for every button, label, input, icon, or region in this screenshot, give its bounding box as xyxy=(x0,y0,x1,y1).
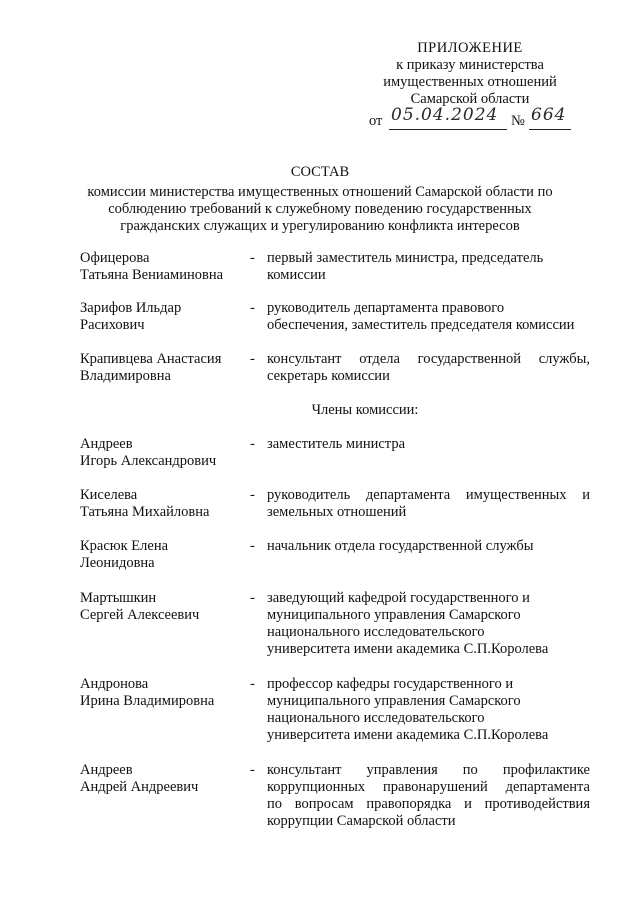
composition-heading: СОСТАВ xyxy=(290,164,350,180)
order-date-number-line xyxy=(369,105,584,131)
member-row xyxy=(80,487,590,521)
date-underline xyxy=(389,129,507,130)
dash-separator: - xyxy=(250,538,255,554)
appendix-line: Самарской области xyxy=(410,91,530,107)
leadership-row xyxy=(80,351,590,385)
member-name: Красюк Елена Леонидовна xyxy=(80,538,169,571)
member-row xyxy=(80,538,590,572)
members-heading: Члены комиссии: xyxy=(311,402,419,418)
composition-subtitle-line: комиссии министерства имущественных отношений Самарской области по xyxy=(87,184,553,200)
member-role: консультант отдела государственной службы, секретарь комиссии xyxy=(267,351,590,384)
number-underline xyxy=(529,129,571,130)
member-name: Андронова Ирина Владимировна xyxy=(80,676,215,709)
member-row xyxy=(80,676,590,744)
member-name: Андреев Андрей Андреевич xyxy=(80,762,199,795)
member-name: Крапивцева Анастасия Владимировна xyxy=(80,351,222,384)
handwritten-number: 664 xyxy=(531,105,567,125)
member-role: руководитель департамента правового обеспечения, заместитель председателя комиссии xyxy=(267,300,575,333)
number-label: № xyxy=(511,113,525,129)
dash-separator: - xyxy=(250,436,255,452)
member-name: Зарифов Ильдар Расихович xyxy=(80,300,182,333)
dash-separator: - xyxy=(250,676,255,692)
member-role: руководитель департамента имущественных и земельных отношений xyxy=(267,487,590,520)
member-row xyxy=(80,436,590,470)
appendix-title: ПРИЛОЖЕНИЕ xyxy=(417,40,523,56)
member-role: заместитель министра xyxy=(267,436,406,452)
leadership-row xyxy=(80,300,590,334)
member-name: Офицерова Татьяна Вениаминовна xyxy=(80,250,224,283)
dash-separator: - xyxy=(250,590,255,606)
member-name: Мартышкин Сергей Алексеевич xyxy=(80,590,200,623)
dash-separator: - xyxy=(250,762,255,778)
member-role: начальник отдела государственной службы xyxy=(267,538,534,554)
dash-separator: - xyxy=(250,250,255,266)
member-name: Киселева Татьяна Михайловна xyxy=(80,487,210,520)
handwritten-date: 05.04.2024 xyxy=(391,105,499,125)
composition-title-block xyxy=(80,164,560,235)
appendix-header xyxy=(360,40,580,108)
member-role: профессор кафедры государственного и муниципального управления Самарского национального исследовательского университета имени академика С.П.Королева xyxy=(267,676,549,743)
member-role: заведующий кафедрой государственного и муниципального управления Самарского национального исследовательского университета имени академика С.П.Королева xyxy=(267,590,549,657)
dash-separator: - xyxy=(250,351,255,367)
dash-separator: - xyxy=(250,487,255,503)
appendix-line: к приказу министерства xyxy=(396,57,544,73)
dash-separator: - xyxy=(250,300,255,316)
member-row xyxy=(80,590,590,658)
appendix-line: имущественных отношений xyxy=(383,74,557,90)
member-name: Андреев Игорь Александрович xyxy=(80,436,217,469)
from-label: от xyxy=(369,113,383,129)
member-row xyxy=(80,762,590,830)
leadership-row xyxy=(80,250,590,284)
member-role: первый заместитель министра, председатель комиссии xyxy=(267,250,544,283)
composition-subtitle-line: гражданских служащих и урегулированию конфликта интересов xyxy=(120,218,520,234)
member-role: консультант управления по профилактике коррупционных правонарушений департамента по вопросам правопорядка и противодействия коррупции Самарской области xyxy=(267,762,590,829)
commission-list xyxy=(80,250,590,830)
composition-subtitle-line: соблюдению требований к служебному поведению государственных xyxy=(108,201,532,217)
